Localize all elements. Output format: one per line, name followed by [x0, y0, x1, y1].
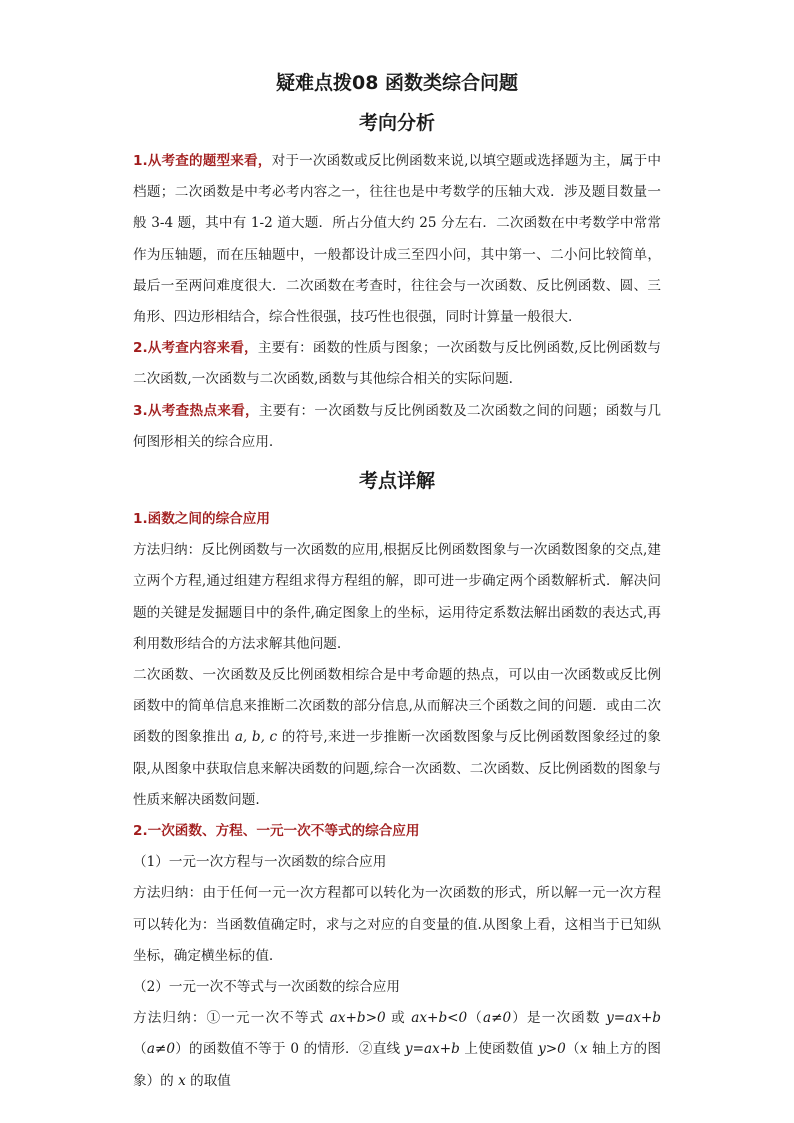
- analysis-paragraph-3: [133, 396, 661, 458]
- sub2-expr-3: y=ax+b: [606, 1010, 661, 1027]
- sub2-text-d: ）是一次函数: [511, 1010, 607, 1027]
- sub2-text-c: （: [467, 1010, 484, 1027]
- sub2-text-j: 的取值: [185, 1072, 231, 1089]
- topic-1-paragraph-1: 方法归纳：反比例函数与一次函数的应用,根据反比例函数图象与一次函数图象的交点,建立两个方程,通过组建方程组求得方程组的解，即可进一步确定两个函数解析式．解决问题的关键是发掘题目中的条件,确定图象上的坐标，运用待定系数法解出函数的表达式,再利用数形结合的方法求解其他问题.: [133, 542, 661, 652]
- sub2-text-i: 轴上方的图象）的: [133, 1041, 661, 1089]
- analysis-text-2: 主要有：函数的性质与图象；一次函数与反比例函数,反比例函数与二次函数,一次函数与二次函数,函数与其他综合相关的实际问题.: [133, 340, 661, 388]
- sub2-text-h: （: [565, 1041, 580, 1058]
- topic-2-sub2-paragraph: [133, 1003, 661, 1097]
- sub2-expr-2: ax+b<0: [411, 1010, 468, 1027]
- section-heading-details: 考点详解: [358, 470, 435, 493]
- document-title: 疑难点拨08 函数类综合问题: [275, 72, 519, 94]
- analysis-lead-2: 2.从考查内容来看，: [133, 340, 258, 357]
- sub2-expr-5: y>0: [538, 1041, 566, 1058]
- analysis-lead-3: 3.从考查热点来看，: [133, 402, 259, 419]
- analysis-lead-1: 1.从考查的题型来看，: [133, 153, 272, 169]
- topic-1-variables: a, b, c: [234, 729, 278, 746]
- sub2-text-f: ）的函数值不等于 0 的情形．②直线: [174, 1041, 405, 1058]
- topic-1-paragraph-2: [133, 660, 661, 816]
- sub2-cond-1: a≠0: [483, 1010, 512, 1027]
- sub2-expr-4: y=ax+b: [404, 1041, 460, 1058]
- topic-1-text-2a: 二次函数、一次函数及反比例函数相综合是中考命题的热点，可以由一次函数或反比例函数中的简单信息来推断二次函数的部分信息,从而解决三个函数之间的问题．或由二次函数的图象推出: [133, 667, 661, 746]
- analysis-paragraph-1: [133, 146, 661, 333]
- sub2-cond-2: a≠0: [146, 1041, 175, 1058]
- topic-2-heading: 2.一次函数、方程、一元一次不等式的综合应用: [133, 823, 420, 840]
- topic-1-heading: 1.函数之间的综合应用: [133, 511, 270, 528]
- analysis-text-3: 主要有：一次函数与反比例函数及二次函数之间的问题；函数与几何图形相关的综合应用.: [133, 402, 661, 450]
- topic-2-subheading-1: （1）一元一次方程与一次函数的综合应用: [133, 854, 387, 871]
- sub2-text-g: 上使函数值: [459, 1041, 539, 1058]
- sub2-text-a: 方法归纳：①一元一次不等式: [133, 1010, 330, 1027]
- sub2-expr-7: x: [178, 1072, 186, 1089]
- document-page: [133, 62, 661, 1097]
- section-heading-analysis: 考向分析: [358, 112, 435, 134]
- sub2-text-b: 或: [385, 1010, 412, 1027]
- sub2-expr-1: ax+b>0: [329, 1010, 386, 1027]
- sub2-text-e: （: [133, 1041, 147, 1058]
- analysis-text-1: 对于一次函数或反比例函数来说,以填空题或选择题为主，属于中档题；二次函数是中考必考内容之一，往往也是中考数学的压轴大戏．涉及题目数量一般 3-4 题，其中有 1-2 道大题．所占分值大约 25 分左右．二次函数在中考数学中常常作为压轴题，而在压轴题中，一般都设计成三至四小问，其中第一、二小问比较简单，最后一至两问难度很大．二次函数在考查时，往往会与一次函数、反比例函数、圆、三角形、四边形相结合，综合性很强，技巧性也很强，同时计算量一般很大.: [133, 153, 662, 326]
- topic-2-subheading-2: （2）一元一次不等式与一次函数的综合应用: [133, 979, 400, 996]
- sub2-expr-6: x: [579, 1041, 588, 1058]
- topic-1-text-2b: 的符号,来进一步推断一次函数图象与反比例函数图象经过的象限,从图象中获取信息来解决函数的问题,综合一次函数、二次函数、反比例函数的图象与性质来解决函数问题.: [133, 729, 661, 808]
- analysis-paragraph-2: [133, 333, 661, 395]
- topic-2-sub1-paragraph: 方法归纳：由于任何一元一次方程都可以转化为一次函数的形式，所以解一元一次方程可以转化为：当函数值确定时，求与之对应的自变量的值.从图象上看，这相当于已知纵坐标，确定横坐标的值.: [133, 885, 661, 964]
